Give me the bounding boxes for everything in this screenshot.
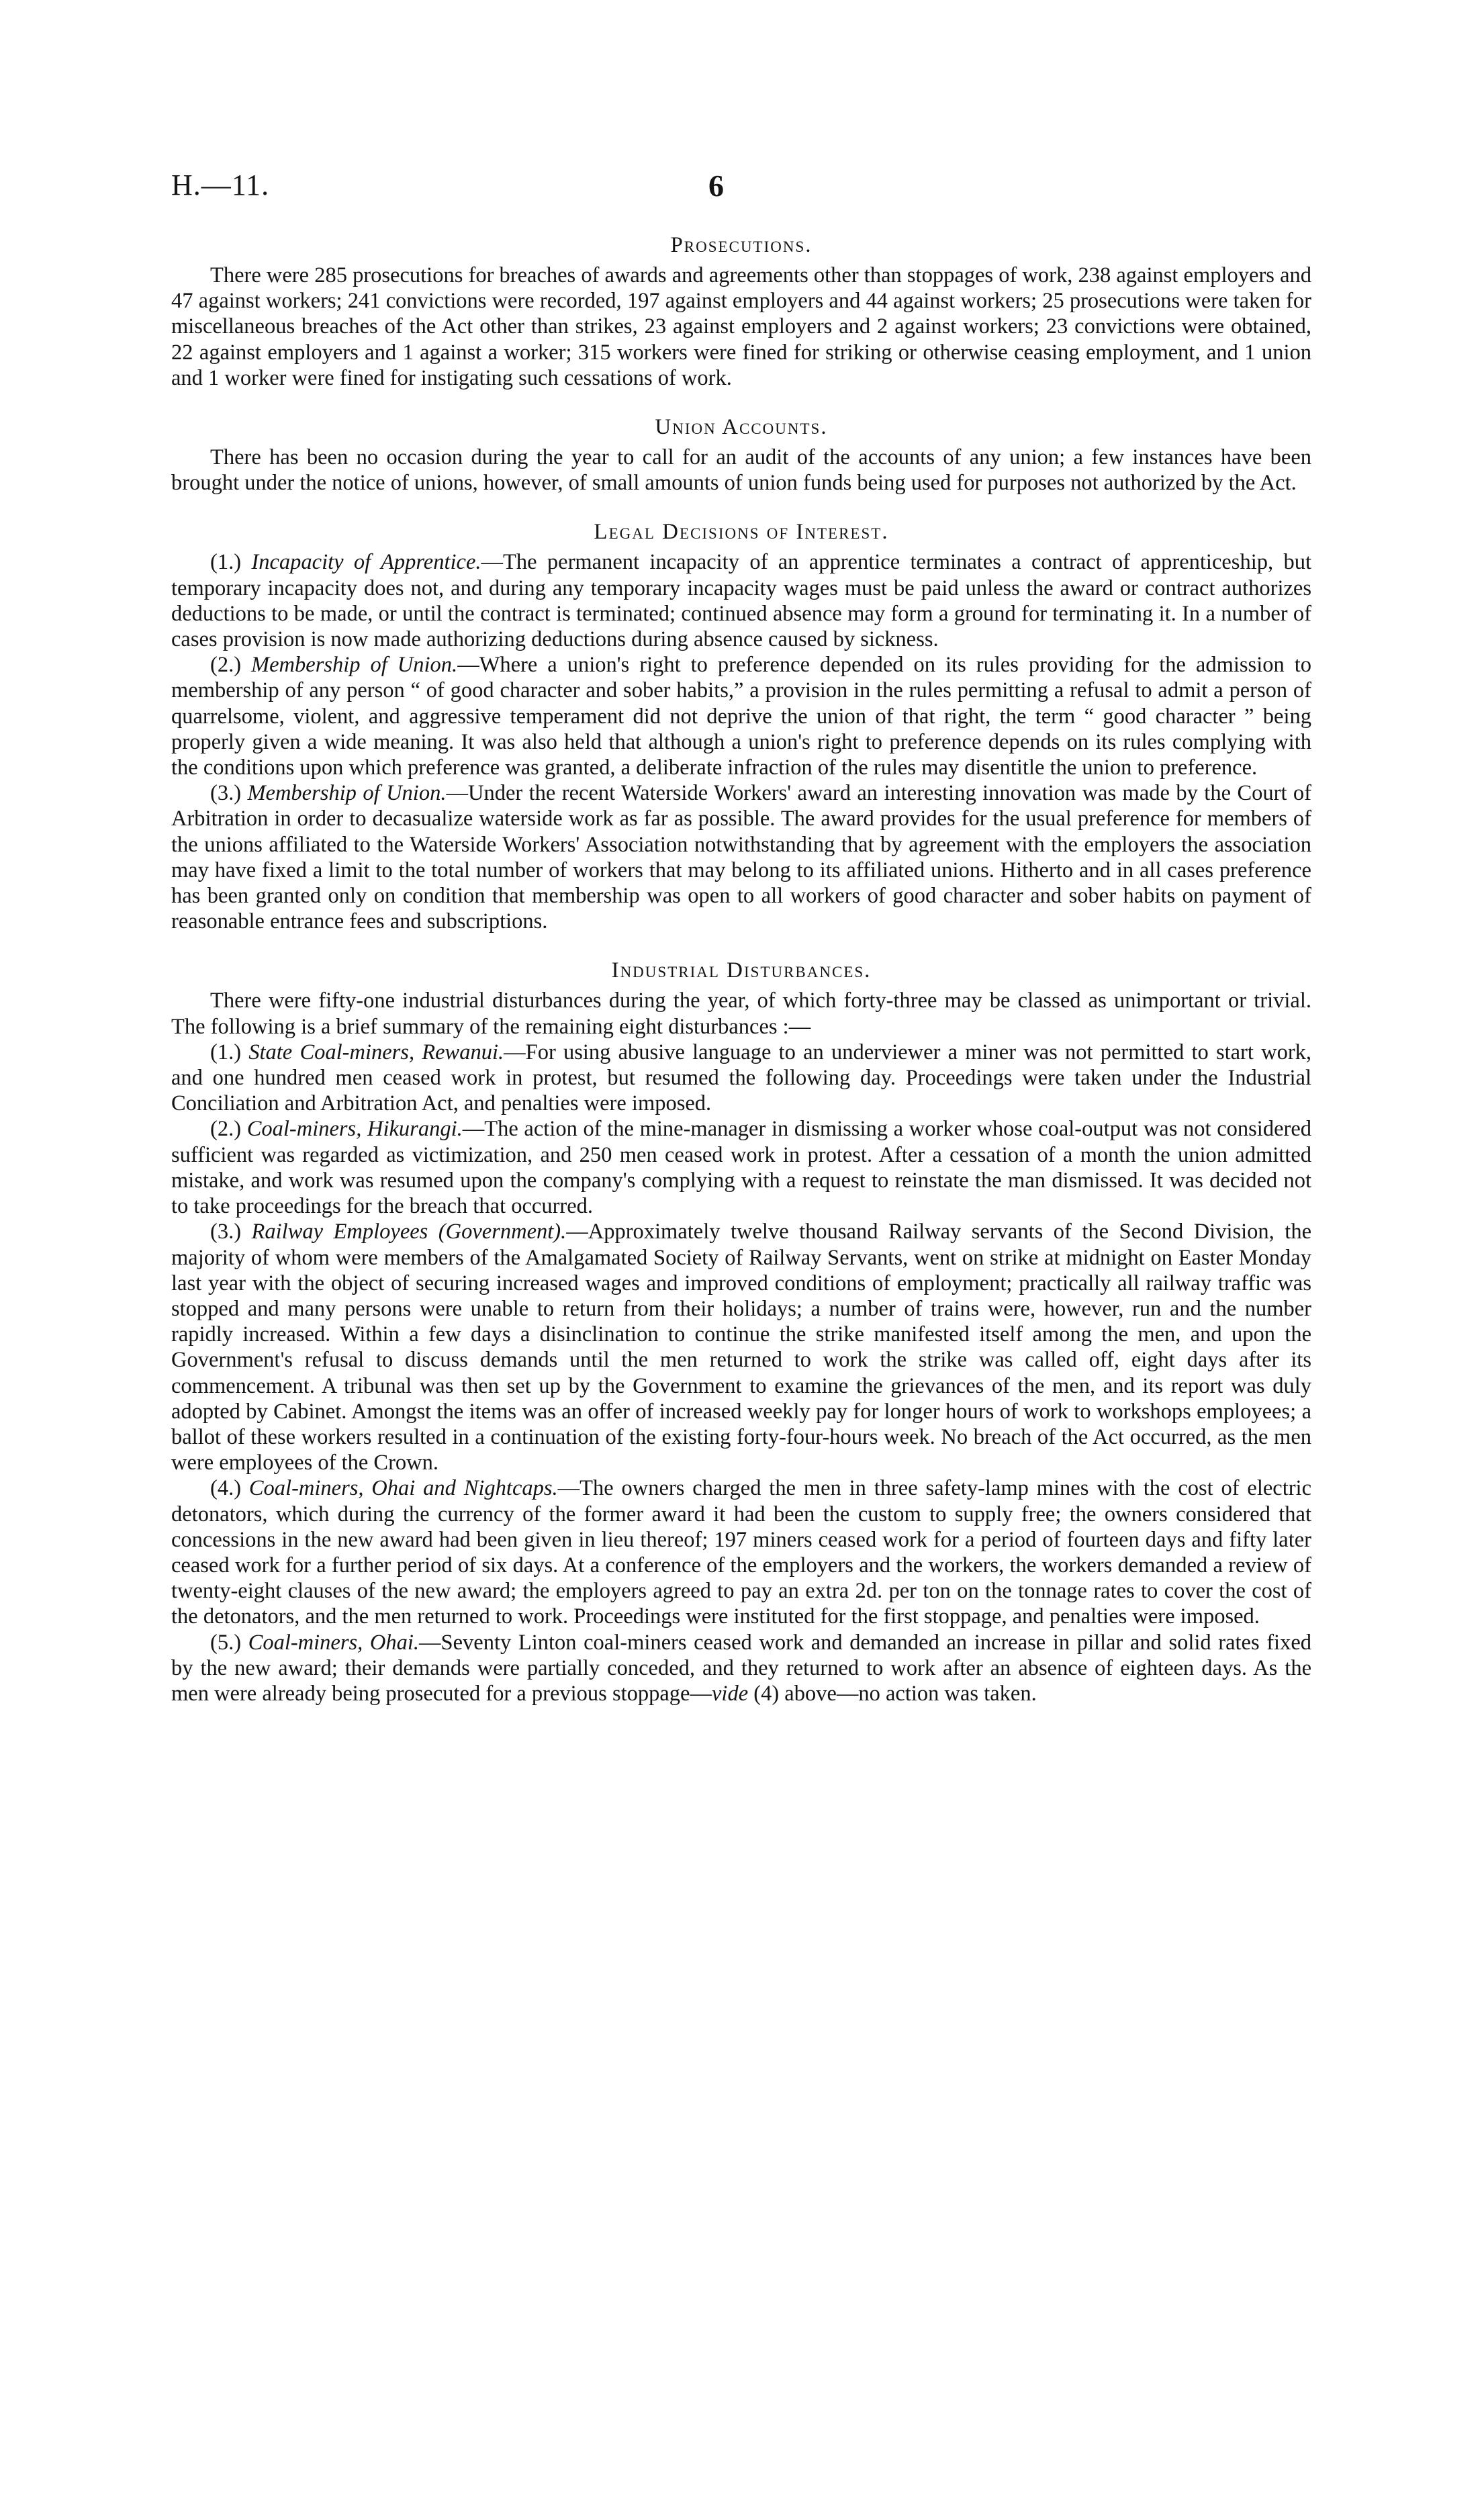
document-code: H.—11. — [171, 169, 270, 201]
paragraph-number: (2.) — [210, 1117, 242, 1142]
section-heading: Union Accounts. — [655, 415, 828, 440]
page-body — [171, 232, 1311, 1729]
section-union-accounts — [171, 414, 1311, 496]
paragraph-number: (3.) — [210, 1220, 242, 1244]
case-title: Membership of Union. — [247, 781, 447, 806]
case-title: Coal-miners, Hikurangi. — [246, 1117, 463, 1142]
section-legal-decisions — [171, 518, 1311, 934]
paragraph: There were fifty-one industrial disturbances during the year, of which forty-three may be classed as unimportant or trivial. The following is a brief summary of the remaining eight disturbances :— — [171, 989, 1311, 1039]
paragraph — [171, 549, 1311, 652]
vide-reference: vide — [711, 1681, 749, 1706]
paragraph-text: (4) above—no action was taken. — [748, 1681, 1037, 1706]
paragraph-number: (4.) — [210, 1476, 242, 1501]
paragraph — [171, 1040, 1311, 1117]
case-title: Railway Employees (Government). — [251, 1220, 567, 1244]
paragraph-text: —Seventy Linton coal-miners ceased work and demanded an increase in pillar and solid rates fixed by the new award; their demands were partially conceded, and they returned to work after an absence of eighteen days. As the men were already being prosecuted for a previous stoppage— — [171, 1630, 1312, 1706]
paragraph-text: —Under the recent Waterside Workers' award an interesting innovation was made by the Court of Arbitration in order to decasualize waterside work as far as possible. The award provides for the usual preference for members of the unions affiliated to the Waterside Workers' Association notwithstanding that by agreement with the employers the association may have fixed a limit to the total number of workers that may belong to its affiliated unions. Hitherto and in all cases preference has been granted only on condition that membership was open to all workers of good character and sober habits on payment of reasonable entrance fees and subscriptions. — [171, 781, 1311, 934]
paragraph — [171, 1475, 1311, 1629]
case-title: State Coal-miners, Rewanui. — [248, 1040, 504, 1064]
paragraph-text: —The action of the mine-manager in dismissing a worker whose coal-output was not considered sufficient was regarded as victimization, and 250 men ceased work in protest. After a cessation of a month the union admitted mistake, and work was resumed upon the company's complying with a request to reinstate the man dismissed. It was decided not to take proceedings for the breach that occurred. — [171, 1117, 1312, 1219]
paragraph — [171, 1116, 1311, 1219]
paragraph — [171, 1219, 1311, 1475]
paragraph-number: (1.) — [210, 1040, 242, 1064]
section-prosecutions — [171, 232, 1311, 391]
section-heading: Prosecutions. — [670, 233, 813, 257]
page-number: 6 — [708, 169, 724, 203]
section-industrial-disturbances — [171, 957, 1311, 1706]
case-title: Incapacity of Apprentice. — [251, 550, 481, 575]
paragraph-number: (2.) — [210, 653, 242, 678]
case-title: Coal-miners, Ohai. — [248, 1630, 420, 1655]
paragraph — [171, 780, 1311, 934]
section-heading: Industrial Disturbances. — [611, 958, 872, 983]
paragraph-text: —For using abusive language to an underviewer a miner was not permitted to start work, and one hundred men ceased work in protest, but resumed the following day. Proceedings were taken under the Industrial Conciliation and Arbitration Act, and penalties were imposed. — [171, 1040, 1312, 1116]
paragraph-text: —Where a union's right to preference depended on its rules providing for the admission to membership of any person “ of good character and sober habits,” a provision in the rules permitting a refusal to admit a person of quarrelsome, violent, and aggressive temperament did not deprive the union of that right, the term “ good character ” being properly given a wide meaning. It was also held that although a union's right to preference depends on its rules complying with the conditions upon which preference was granted, a deliberate infraction of the rules may disentitle the union to preference. — [171, 653, 1312, 780]
page-header — [171, 168, 1313, 208]
paragraph: There were 285 prosecutions for breaches of awards and agreements other than stoppages of work, 238 against employers and 47 against workers; 241 convictions were recorded, 197 against employers and 44 against workers; 25 prosecutions were taken for miscellaneous breaches of the Act other than strikes, 23 against employers and 2 against workers; 23 convictions were obtained, 22 against employers and 1 against a worker; 315 workers were fined for striking or otherwise ceasing employment, and 1 union and 1 worker were fined for instigating such cessations of work. — [171, 263, 1311, 390]
case-title: Membership of Union. — [251, 653, 458, 678]
paragraph-text: —The owners charged the men in three safety-lamp mines with the cost of electric detonators, which during the currency of the former award it had been the custom to supply free; the owners considered that concessions in the new award had been given in lieu thereof; 197 miners ceased work for a period of fourteen days and fifty later ceased work for a further period of six days. At a conference of the employers and the workers, the workers demanded a review of twenty-eight clauses of the new award; the employers agreed to pay an extra 2d. per ton on the tonnage rates to cover the cost of the detonators, and the men returned to work. Proceedings were instituted for the first stoppage, and penalties were imposed. — [171, 1476, 1312, 1629]
section-heading: Legal Decisions of Interest. — [594, 520, 889, 545]
paragraph — [171, 1630, 1311, 1707]
paragraph-text: —Approximately twelve thousand Railway servants of the Second Division, the majority of whom were members of the Amalgamated Society of Railway Servants, went on strike at midnight on Easter Monday last year with the object of securing increased wages and improved conditions of employment; practically all railway traffic was stopped and many persons were unable to return from their holidays; a number of trains were, however, run and the number rapidly increased. Within a few days a disinclination to continue the strike manifested itself among the men, and upon the Government's refusal to discuss demands until the men returned to work the strike was called off, eight days after its commencement. A tribunal was then set up by the Government to examine the grievances of the men, and its report was duly adopted by Cabinet. Amongst the items was an offer of increased weekly pay for longer hours of work to workshops employees; a ballot of these workers resulted in a continuation of the existing forty-four-hours week. No breach of the Act occurred, as the men were employees of the Crown. — [171, 1220, 1311, 1475]
paragraph-number: (3.) — [210, 781, 242, 806]
case-title: Coal-miners, Ohai and Nightcaps. — [248, 1476, 558, 1501]
paragraph-number: (5.) — [210, 1630, 242, 1655]
paragraph-number: (1.) — [210, 550, 242, 575]
paragraph-text: —The permanent incapacity of an apprentice terminates a contract of apprenticeship, but temporary incapacity does not, and during any temporary incapacity wages must be paid unless the award or contract authorizes deductions to be made, or until the contract is terminated; continued absence may form a ground for terminating it. In a number of cases provision is now made authorizing deductions during absence caused by sickness. — [171, 550, 1311, 652]
paragraph — [171, 652, 1311, 780]
paragraph: There has been no occasion during the year to call for an audit of the accounts of any union; a few instances have been brought under the notice of unions, however, of small amounts of union funds being used for purposes not authorized by the Act. — [171, 445, 1311, 496]
